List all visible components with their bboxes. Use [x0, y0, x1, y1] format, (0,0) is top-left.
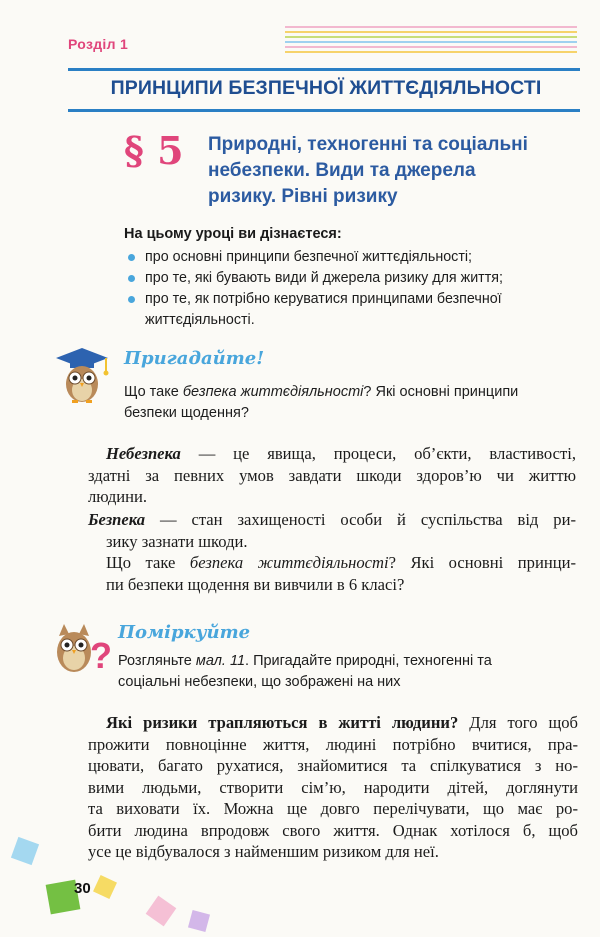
decorative-square: [93, 875, 117, 899]
bullet-icon: [128, 275, 135, 282]
decorative-square: [11, 837, 39, 865]
recall-heading: Пригадайте!: [124, 348, 265, 369]
chapter-title: ПРИНЦИПИ БЕЗПЕЧНОЇ ЖИТТЄДІЯЛЬНОСТІ: [110, 77, 542, 99]
paragraph-title-line: небезпеки. Види та джерела: [208, 160, 476, 181]
definition-question: Що таке безпека життєдіяльності? Які основні принци- пи безпеки щодення ви вивчили в 6 класі?: [106, 553, 576, 594]
page-number: 30: [74, 880, 91, 897]
recall-text: Що таке безпека життєдіяльності? Які основні принципи безпеки щодення?: [124, 384, 519, 421]
paragraph-title-line: Природні, техногенні та соціальні: [208, 134, 528, 155]
svg-text:?: ?: [90, 635, 112, 676]
section-label: Розділ 1: [68, 36, 129, 52]
thinking-owl-icon: [50, 620, 112, 678]
paragraph-number: § 5: [124, 128, 184, 173]
decorative-square: [188, 910, 210, 932]
risks-paragraph: Які ризики трапляються в житті людини? Для того щоб прожити повноцінне життя, людині потрібно вчитися, пра- цювати, багато рухатися, знайомитися та спілкуватися з но- вими людьми, створити сім’ю, народити дітей, доглянути та виховати їх. Можна ще довго перелічувати, що має ро- бити людина впродовж свого життя. Однак хотілося б, щоб усе це відбувалося з найменшим ризиком для неї.: [88, 713, 578, 861]
think-heading: Поміркуйте: [118, 622, 251, 643]
chapter-title-bar: [68, 68, 580, 112]
think-text: Розгляньте мал. 11. Пригадайте природні, техногенні та соціальні небезпеки, що зображені на них: [118, 653, 492, 690]
header-stripes: [285, 26, 577, 54]
decorative-square: [146, 896, 177, 927]
list-item: про основні принципи безпечної життєдіяльності;: [124, 247, 584, 268]
learn-list: [124, 247, 584, 331]
paragraph-title-line: ризику. Рівні ризику: [208, 186, 398, 207]
list-item: про те, як потрібно керуватися принципами безпечної: [124, 289, 584, 310]
graduate-owl-icon: [52, 346, 112, 406]
learn-heading: На цьому уроці ви дізнаєтеся:: [124, 226, 342, 242]
bullet-icon: [128, 254, 135, 261]
definition-danger: Небезпека — це явища, процеси, об’єкти, властивості, здатні за певних умов завдати шкоди здоров’ю чи життю людини.: [88, 444, 576, 506]
definition-safety: Безпека — стан захищеності особи й суспільства від ри- зику зазнати шкоди.: [88, 510, 576, 551]
list-item: про те, які бувають види й джерела ризику для життя;: [124, 268, 584, 289]
list-item-continuation: життєдіяльності.: [145, 312, 255, 328]
paragraph-title: [208, 132, 580, 210]
bullet-icon: [128, 296, 135, 303]
